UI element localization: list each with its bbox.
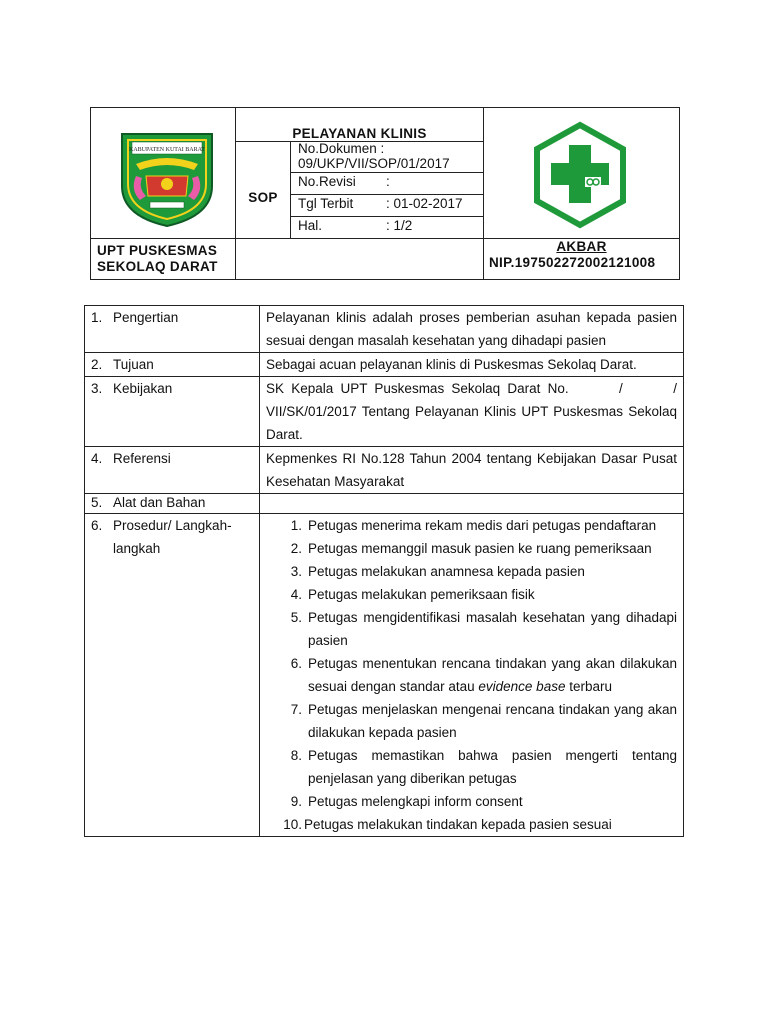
row-content: Sebagai acuan pelayanan klinis di Puskesmas Sekolaq Darat. <box>260 353 684 377</box>
list-item: 2. Petugas memanggil masuk pasien ke ruang pemeriksaan <box>290 541 652 556</box>
list-item: 4. Petugas melakukan pemeriksaan fisik <box>290 587 535 602</box>
row-label: Alat dan Bahan <box>113 495 206 510</box>
row-label: Pengertian <box>113 310 179 325</box>
sop-label: SOP <box>248 190 278 205</box>
field-no-revisi-label: No.Revisi <box>298 174 356 189</box>
field-no-dokumen-label: No.Dokumen : <box>298 141 385 156</box>
row-number: 3. <box>91 381 103 396</box>
sop-title: PELAYANAN KLINIS <box>292 126 427 141</box>
row-label: Referensi <box>113 451 171 466</box>
sop-table <box>84 305 684 837</box>
list-item: 5. Petugas mengidentifikasi masalah kesehatan yang dihadapi pasien <box>290 610 677 648</box>
row-label: Kebijakan <box>113 381 173 396</box>
field-tgl-terbit-label: Tgl Terbit <box>298 196 354 211</box>
row-number: 5. <box>91 495 103 510</box>
signer-name: AKBAR <box>556 239 607 254</box>
list-item: 8. Petugas memastikan bahwa pasien mengerti tentang penjelasan yang diberikan petugas <box>290 748 677 786</box>
procedure-steps-cell <box>260 514 684 837</box>
row-content: SK Kepala UPT Puskesmas Sekolaq Darat No. / / VII/SK/01/2017 Tentang Pelayanan Klinis UPT Puskesmas Sekolaq Darat. <box>260 377 684 447</box>
list-item: 10. Petugas melakukan tindakan kepada pasien sesuai <box>283 817 612 832</box>
puskesmas-logo-icon <box>525 119 635 231</box>
field-no-dokumen-value: 09/UKP/VII/SOP/01/2017 <box>298 156 450 171</box>
kutai-barat-emblem-icon <box>116 124 218 228</box>
row-number: 4. <box>91 451 103 466</box>
emblem-text: KABUPATEN KUTAI BARAT <box>129 147 205 153</box>
row-number: 1. <box>91 310 103 325</box>
procedure-steps <box>278 514 677 836</box>
org-name-line1: UPT PUSKESMAS <box>97 243 218 258</box>
org-name-line2: SEKOLAQ DARAT <box>97 259 218 274</box>
list-item: 9. Petugas melengkapi inform consent <box>290 794 523 809</box>
list-item: 7. Petugas menjelaskan mengenai rencana tindakan yang akan dilakukan kepada pasien <box>290 702 677 740</box>
table-row <box>85 447 684 494</box>
list-item: 3. Petugas melakukan anamnesa kepada pasien <box>290 564 585 579</box>
row-content: Kepmenkes RI No.128 Tahun 2004 tentang Kebijakan Dasar Pusat Kesehatan Masyarakat <box>260 447 684 494</box>
table-row <box>85 377 684 447</box>
field-no-revisi-value: : <box>386 174 390 189</box>
table-row <box>85 514 684 837</box>
row-number: 6. <box>91 518 103 533</box>
table-row <box>85 306 684 353</box>
row-label-line1: Prosedur/ Langkah- <box>113 518 232 533</box>
row-label-line2: langkah <box>113 541 161 556</box>
list-item: 6. Petugas menentukan rencana tindakan yang akan dilakukan sesuai dengan standar atau evidence base terbaru <box>290 656 677 694</box>
list-item: 1. Petugas menerima rekam medis dari petugas pendaftaran <box>290 518 657 533</box>
field-tgl-terbit-value: : 01-02-2017 <box>386 196 463 211</box>
table-row <box>85 494 684 514</box>
row-number: 2. <box>91 357 103 372</box>
signer-nip: NIP.197502272002121008 <box>489 255 656 270</box>
row-label: Tujuan <box>113 357 154 372</box>
field-hal-value: : 1/2 <box>386 218 413 233</box>
row-content: Pelayanan klinis adalah proses pemberian asuhan kepada pasien sesuai dengan masalah kesehatan yang dihadapi pasien <box>260 306 684 353</box>
field-hal-label: Hal. <box>298 218 323 233</box>
table-row <box>85 353 684 377</box>
row-content <box>260 494 684 514</box>
